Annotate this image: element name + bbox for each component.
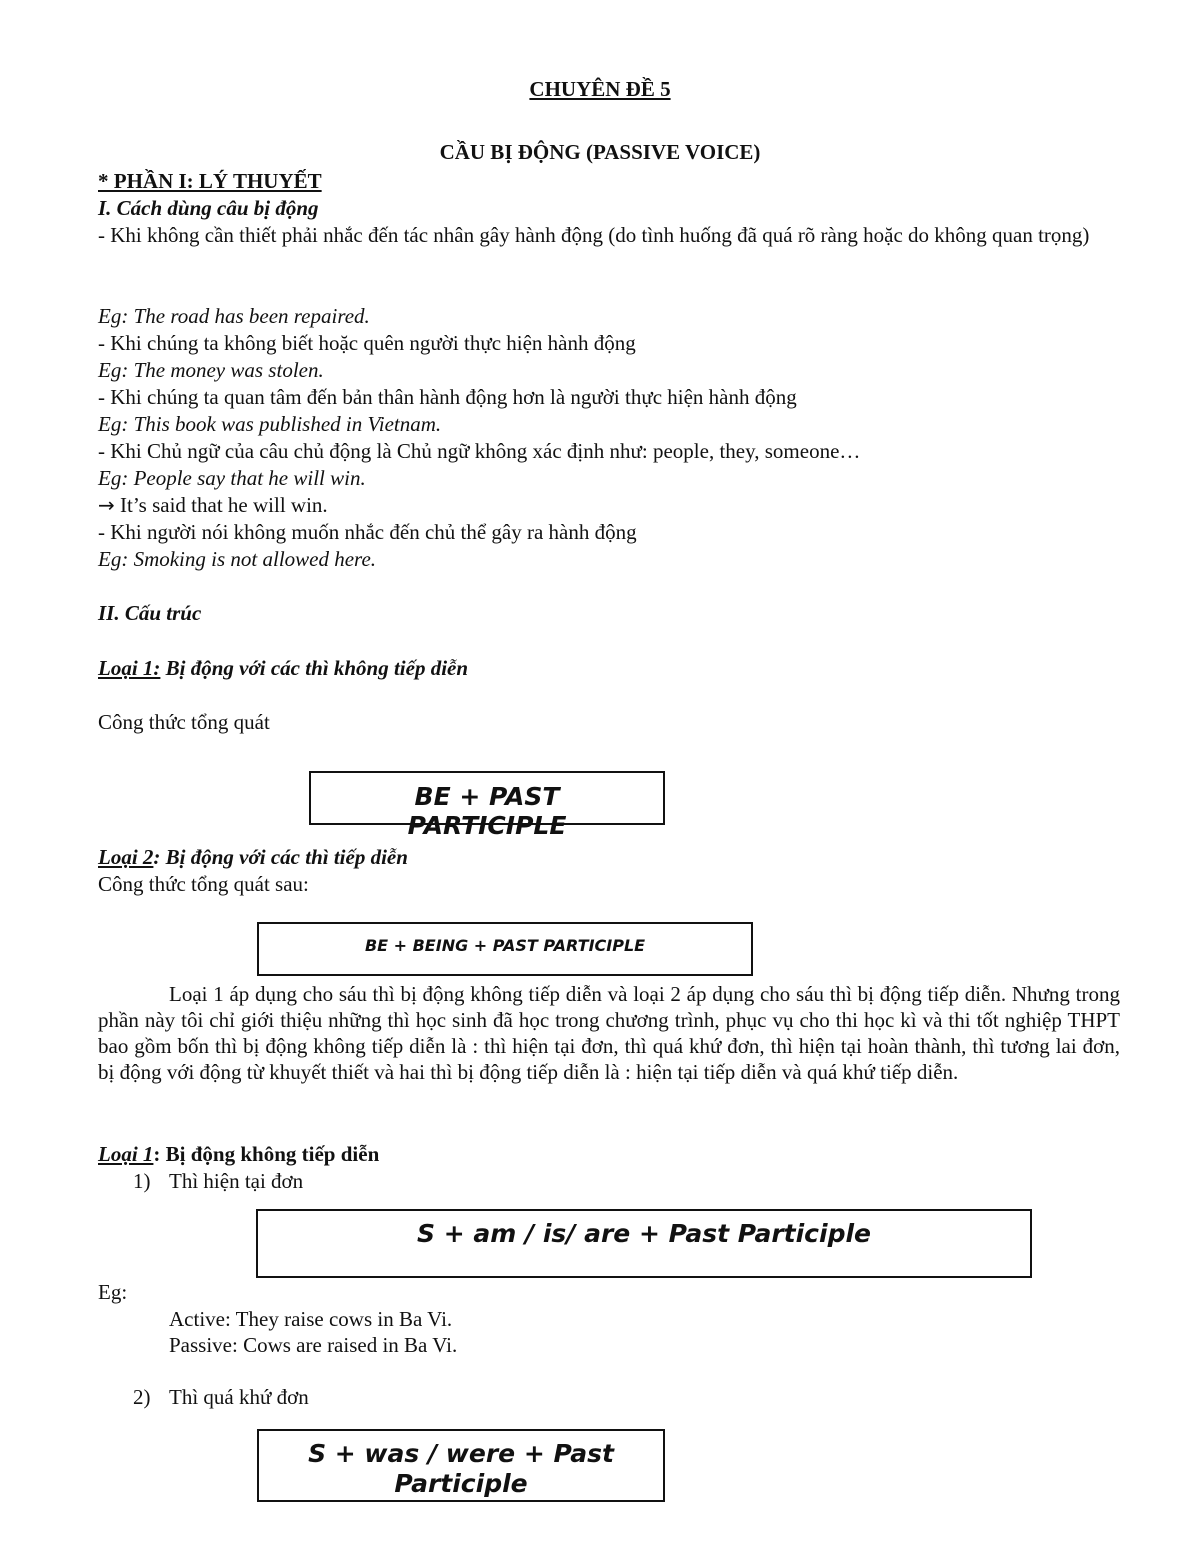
example-3: Eg: This book was published in Vietnam. (98, 412, 442, 436)
list-number: 2) (133, 1385, 151, 1409)
usage-item-1: - Khi không cần thiết phải nhắc đến tác nhân gây hành động (do tình huống đã quá rõ ràng hoặc do không quan trọng) (98, 223, 1090, 247)
active-example: Active: They raise cows in Ba Vi. (169, 1307, 453, 1331)
section2-heading: II. Cấu trúc (98, 601, 202, 625)
subsection-title: : Bị động không tiếp diễn (153, 1142, 380, 1166)
present-simple-formula: S + am / is/ are + Past Participle (417, 1219, 871, 1248)
example-5: Eg: Smoking is not allowed here. (98, 547, 377, 571)
arrow-line-text: It’s said that he will win. (114, 493, 328, 517)
past-simple-formula: S + was / were + Past Participle (308, 1439, 614, 1498)
type1-intro: Công thức tổng quát (98, 710, 270, 734)
document-subtitle: CẦU BỊ ĐỘNG (PASSIVE VOICE) (439, 140, 761, 164)
arrow-line (98, 492, 328, 518)
type2-formula-box (257, 922, 753, 976)
type1-formula: BE + PAST PARTICIPLE (407, 782, 567, 840)
usage-item-3: - Khi chúng ta quan tâm đến bản thân hành động hơn là người thực hiện hành động (98, 385, 797, 409)
list-item-1 (133, 1168, 304, 1194)
section1-heading: I. Cách dùng câu bị động (98, 196, 319, 220)
document-title: CHUYÊN ĐỀ 5 (529, 77, 671, 101)
type1-heading (98, 655, 468, 681)
type2-heading (98, 844, 408, 870)
list-label: Thì quá khứ đơn (169, 1385, 309, 1409)
list-number: 1) (133, 1169, 151, 1193)
eg-label: Eg: (98, 1280, 128, 1304)
usage-item-5: - Khi người nói không muốn nhắc đến chủ thể gây ra hành động (98, 520, 637, 544)
usage-item-4: - Khi Chủ ngữ của câu chủ động là Chủ ngữ không xác định như: people, they, someone… (98, 439, 861, 463)
list-item-2 (133, 1384, 309, 1410)
type1-label: Loại 1: (98, 656, 161, 680)
type2-title: : Bị động với các thì tiếp diễn (153, 845, 408, 869)
explanation-paragraph: Loại 1 áp dụng cho sáu thì bị động không tiếp diễn và loại 2 áp dụng cho sáu thì bị động tiếp diễn. Nhưng trong phần này tôi chỉ giới thiệu những thì học sinh đã học trong chương trình, phục vụ cho thi học kì và thi tốt nghiệp THPT bao gồm bốn thì bị động không tiếp diễn là : thì hiện tại đơn, thì quá khứ đơn, thì hiện tại hoàn thành, thì tương lai đơn, bị động với động từ khuyết thiết và hai thì bị động tiếp diễn là : hiện tại tiếp diễn và quá khứ tiếp diễn. (98, 982, 1120, 1084)
example-4: Eg: People say that he will win. (98, 466, 366, 490)
type2-formula: BE + BEING + PAST PARTICIPLE (364, 936, 646, 955)
passive-example: Passive: Cows are raised in Ba Vi. (169, 1333, 458, 1357)
example-2: Eg: The money was stolen. (98, 358, 324, 382)
part-heading: * PHẦN I: LÝ THUYẾT (98, 169, 322, 193)
type2-intro: Công thức tổng quát sau: (98, 872, 309, 896)
arrow-right-icon: → (98, 493, 115, 517)
past-simple-formula-box (257, 1429, 665, 1502)
list-label: Thì hiện tại đơn (169, 1169, 304, 1193)
usage-item-2: - Khi chúng ta không biết hoặc quên người thực hiện hành động (98, 331, 636, 355)
subsection-heading (98, 1141, 379, 1167)
example-1: Eg: The road has been repaired. (98, 304, 370, 328)
subsection-label: Loại 1 (98, 1142, 154, 1166)
type1-title: Bị động với các thì không tiếp diễn (160, 656, 469, 680)
present-simple-formula-box (256, 1209, 1032, 1278)
type1-formula-box (309, 771, 665, 840)
type2-label: Loại 2 (98, 845, 154, 869)
